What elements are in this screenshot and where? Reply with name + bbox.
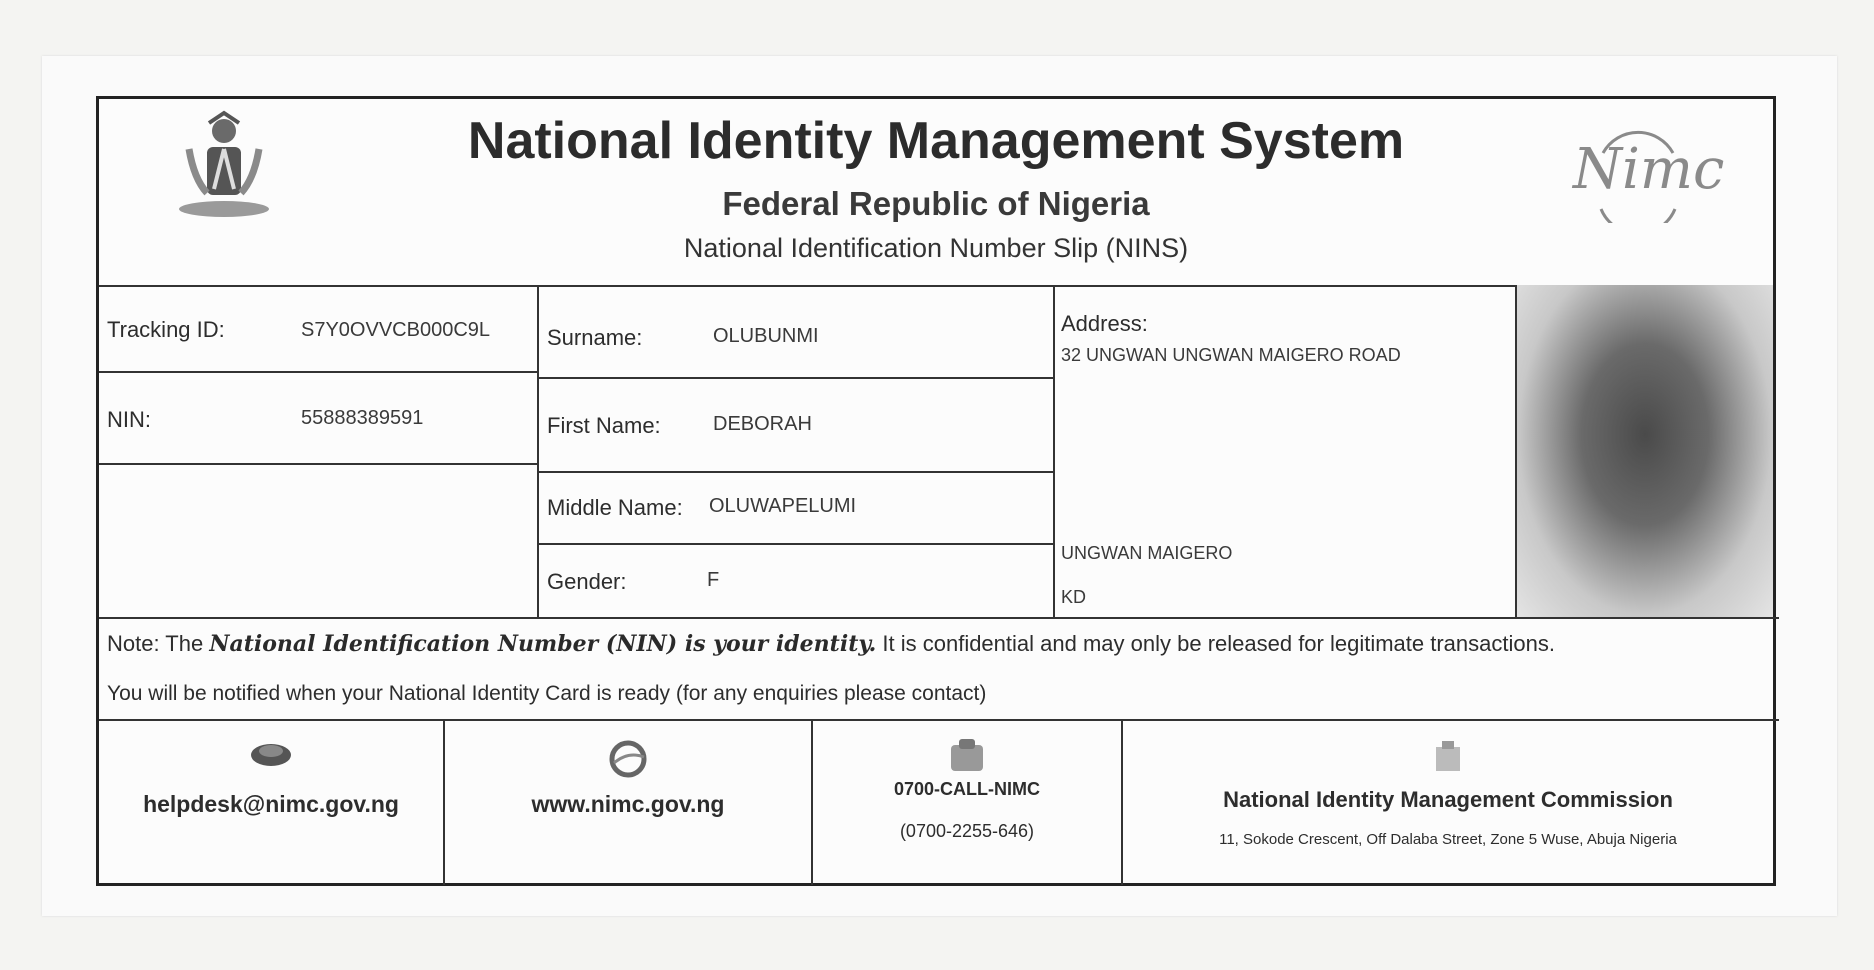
footer-phone-digits: (0700-2255-646): [899, 821, 1035, 841]
tracking-id-label: Tracking ID:: [107, 317, 225, 342]
divider: [537, 471, 1053, 473]
gender-label: Gender:: [547, 569, 627, 594]
holder-photo: [1515, 285, 1773, 617]
divider: [99, 463, 537, 465]
footer-email[interactable]: helpdesk@nimc.gov.ng: [143, 791, 399, 817]
nimc-logo: [1573, 123, 1725, 223]
nin-label: NIN:: [107, 407, 151, 432]
page-title: National Identity Management System: [467, 112, 1405, 170]
office-icon: [1428, 737, 1468, 777]
slip-name: National Identification Number Slip (NINS): [683, 233, 1189, 263]
divider: [99, 371, 537, 373]
footer-web-cell: [445, 721, 811, 881]
footer-phone-cell: [813, 721, 1121, 881]
footer-phone: 0700-CALL-NIMC: [893, 779, 1040, 799]
address-line-3: KD: [1061, 587, 1087, 607]
divider: [99, 285, 1515, 287]
first-name-value: DEBORAH: [713, 413, 812, 435]
footer-office-cell: [1123, 721, 1773, 881]
address-line-2: UNGWAN MAIGERO: [1061, 543, 1233, 563]
divider: [99, 617, 1779, 619]
divider: [537, 543, 1053, 545]
note-emphasis: National Identification Number (NIN) is your identity.: [209, 631, 877, 657]
slip-header: [99, 99, 1773, 287]
gender-value: F: [707, 569, 720, 591]
note-suffix: It is confidential and may only be released for legitimate transactions.: [876, 631, 1555, 656]
note-line-2: You will be notified when your National Identity Card is ready (for any enquiries please contact): [107, 682, 987, 705]
tracking-id-value: S7Y0OVVCB000C9L: [301, 319, 491, 341]
nin-value: 55888389591: [301, 407, 424, 429]
surname-label: Surname:: [547, 325, 643, 350]
logo-text: Nimc: [1573, 137, 1725, 202]
address-line-1: 32 UNGWAN UNGWAN MAIGERO ROAD: [1061, 345, 1401, 365]
surname-value: OLUBUNMI: [713, 325, 819, 347]
note-prefix: Note: The: [107, 631, 210, 656]
note-line-1: [107, 631, 1555, 657]
address-label: Address:: [1061, 311, 1148, 336]
middle-name-label: Middle Name:: [547, 495, 683, 520]
phone-icon: [945, 737, 989, 777]
divider: [1053, 285, 1055, 617]
divider: [537, 377, 1053, 379]
footer-website[interactable]: www.nimc.gov.ng: [531, 791, 725, 817]
page-subtitle: Federal Republic of Nigeria: [722, 185, 1150, 222]
footer-org-name: National Identity Management Commission: [1223, 787, 1673, 812]
internet-icon: [606, 737, 650, 781]
footer-email-cell: [99, 721, 443, 881]
email-icon: [247, 737, 295, 769]
middle-name-value: OLUWAPELUMI: [709, 495, 857, 517]
nin-slip: [96, 96, 1776, 886]
footer-org-address: 11, Sokode Crescent, Off Dalaba Street, Zone 5 Wuse, Abuja Nigeria: [1219, 831, 1677, 848]
divider: [537, 285, 539, 617]
first-name-label: First Name:: [547, 413, 661, 438]
